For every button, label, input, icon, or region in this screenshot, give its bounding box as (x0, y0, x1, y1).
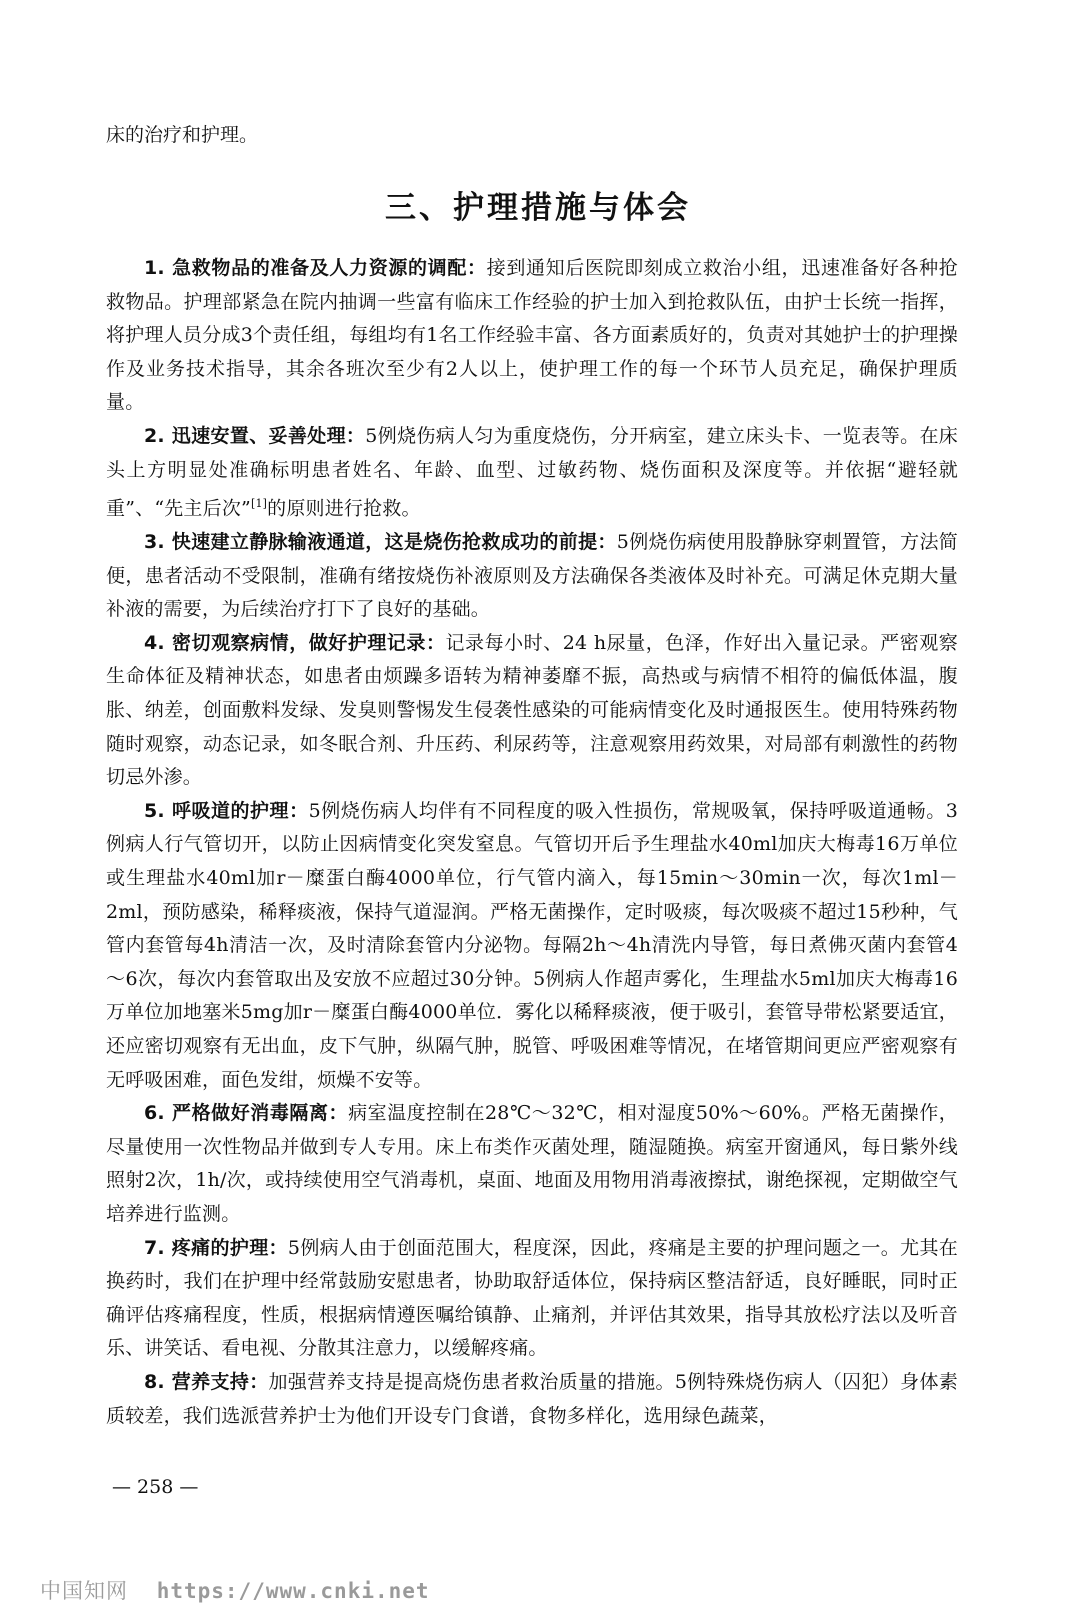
footer-url[interactable]: https://www.cnki.net (156, 1579, 430, 1603)
paragraph-2 (106, 420, 958, 526)
paragraph-text: 记录每小时、24 h尿量，色泽，作好出入量记录。严密观察生命体征及精神状态，如患者由烦躁多语转为精神萎靡不振，高热或与病情不相符的偏低体温，腹胀、纳差，创面敷料发绿、发臭则警惕发生侵袭性感染的可能病情变化及时通报医生。使用特殊药物随时观察，动态记录，如冬眠合剂、升压药、利尿药等，注意观察用药效果，对局部有刺激性的药物切忌外渗。 (106, 631, 958, 789)
paragraph-heading: 8. 营养支持： (144, 1370, 269, 1393)
paragraph-heading: 5. 呼吸道的护理： (144, 799, 309, 822)
paragraph-heading: 2. 迅速安置、妥善处理： (144, 424, 366, 447)
paragraph-text: 病室温度控制在28℃～32℃，相对湿度50%～60%。严格无菌操作，尽量使用一次性物品并做到专人专用。床上布类作灭菌处理，随湿随换。病室开窗通风，每日紫外线照射2次，1h/次，或持续使用空气消毒机，桌面、地面及用物用消毒液擦拭，谢绝探视，定期做空气培养进行监测。 (106, 1102, 958, 1225)
page-number: — 258 — (112, 1476, 199, 1498)
paragraph-3 (106, 526, 958, 627)
paragraph-7 (106, 1232, 958, 1366)
paragraph-5 (106, 795, 958, 1097)
paragraph-heading: 6. 严格做好消毒隔离： (144, 1102, 349, 1125)
paragraph-text: 加强营养支持是提高烧伤患者救治质量的措施。5例特殊烧伤病人（囚犯）身体素质较差，我们选派营养护士为他们开设专门食谱，食物多样化，选用绿色蔬菜， (106, 1370, 958, 1427)
paragraph-4 (106, 627, 958, 795)
paragraph-text: 5例病人由于创面范围大，程度深，因此，疼痛是主要的护理问题之一。尤其在换药时，我们在护理中经常鼓励安慰患者，协助取舒适体位，保持病区整洁舒适，良好睡眠，同时正确评估疼痛程度，性质，根据病情遵医嘱给镇静、止痛剂，并评估其效果，指导其放松疗法以及听音乐、讲笑话、看电视、分散其注意力，以缓解疼痛。 (106, 1236, 958, 1360)
paragraph-text: 5例烧伤病使用股静脉穿刺置管，方法简便，患者活动不受限制，准确有绪按烧伤补液原则及方法确保各类液体及时补充。可满足休克期大量补液的需要，为后续治疗打下了良好的基础。 (106, 531, 958, 621)
section-title: 三、护理措施与体会 (385, 190, 691, 226)
paragraph-text: 接到通知后医院即刻成立救治小组，迅速准备好各种抢救物品。护理部紧急在院内抽调一些富有临床工作经验的护士加入到抢救队伍，由护士长统一指挥，将护理人员分成3个责任组，每组均有1名工作经验丰富、各方面素质好的，负责对其她护士的护理操作及业务技术指导，其余各班次至少有2人以上，使护理工作的每一个环节人员充足，确保护理质量。 (106, 257, 958, 414)
paragraph-heading: 3. 快速建立静脉输液通道，这是烧伤抢救成功的前提： (144, 531, 617, 554)
paragraph-text: 5例烧伤病人匀为重度烧伤，分开病室，建立床头卡、一览表等。在床头上方明显处准确标明患者姓名、年龄、血型、过敏药物、烧伤面积及深度等。并依据“避轻就重”、“先主后次” (106, 424, 958, 520)
body-text (106, 252, 958, 1433)
paragraph-6 (106, 1097, 958, 1231)
footer-brand: 中国知网 (40, 1579, 128, 1603)
paragraph-heading: 1. 急救物品的准备及人力资源的调配： (144, 257, 487, 279)
paragraph-1 (106, 252, 958, 420)
leadin-text: 床的治疗和护理。 (106, 124, 259, 146)
citation-reference: [1] (250, 497, 268, 511)
paragraph-text: 5例烧伤病人均伴有不同程度的吸入性损伤，常规吸氧，保持呼吸道通畅。3例病人行气管切开，以防止因病情变化突发窒息。气管切开后予生理盐水40ml加庆大梅毒16万单位或生理盐水40ml加r－糜蛋白酶4000单位，行气管内滴入，每15min～30min一次，每次1ml－2ml，预防感染，稀释痰液，保持气道湿润。严格无菌操作，定时吸痰，每次吸痰不超过15秒种，气管内套管每4h清洁一次，及时清除套管内分泌物。每隔2h～4h清洗内导管，每日煮佛灭菌内套管4～6次，每次内套管取出及安放不应超过30分钟。5例病人作超声雾化，生理盐水5ml加庆大梅毒16万单位加地塞米5mg加r－糜蛋白酶4000单位．雾化以稀释痰液，便于吸引，套管导带松紧要适宜，还应密切观察有无出血，皮下气肿，纵隔气肿，脱管、呼吸困难等情况，在堵管期间更应严密观察有无呼吸困难，面色发绀，烦燥不安等。 (106, 799, 958, 1091)
paragraph-8 (106, 1366, 958, 1433)
paragraph-heading: 7. 疼痛的护理： (144, 1236, 288, 1259)
paragraph-heading: 4. 密切观察病情，做好护理记录： (144, 631, 446, 654)
watermark-footer (40, 1575, 430, 1605)
paragraph-text-continued: 的原则进行抢救。 (267, 497, 421, 520)
